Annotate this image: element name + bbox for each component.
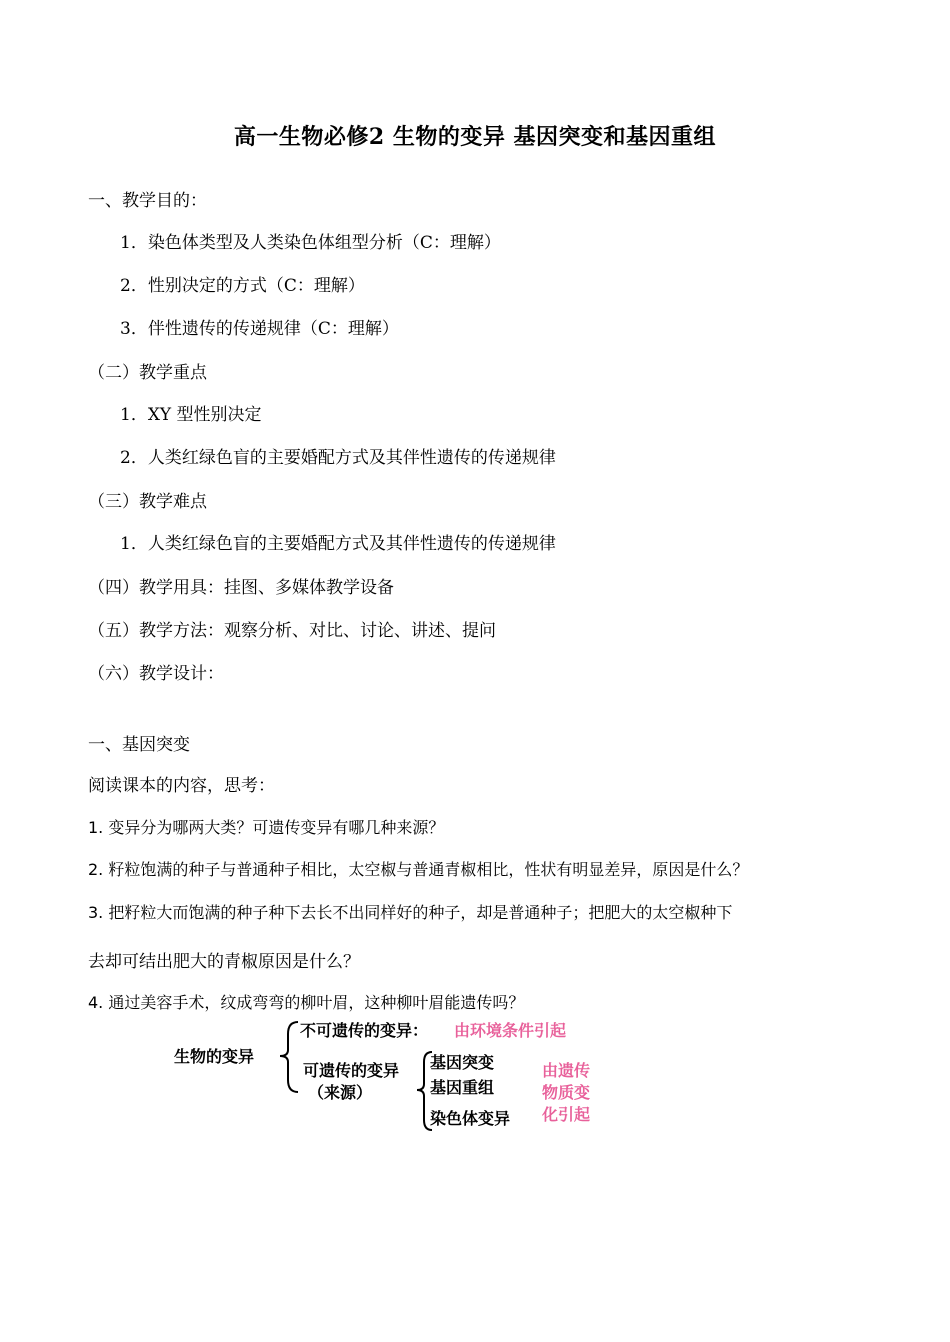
non-heritable-cause: 由环境条件引起 — [454, 1021, 567, 1040]
difficulties-heading: （三）教学难点 — [88, 492, 207, 512]
question-item: 去却可结出肥大的青椒原因是什么？ — [88, 952, 360, 972]
objective-item: 3．伴性遗传的传递规律（C：理解） — [120, 319, 399, 339]
source-item: 基因重组 — [430, 1078, 495, 1097]
variation-diagram — [170, 1012, 620, 1137]
source-item: 基因突变 — [430, 1053, 495, 1072]
difficulty-item: 1．人类红绿色盲的主要婚配方式及其伴性遗传的传递规律 — [120, 534, 556, 554]
root-brace — [280, 1022, 298, 1092]
diagram-root: 生物的变异 — [174, 1047, 255, 1066]
design-line: （六）教学设计： — [88, 664, 224, 684]
question-item: 3. 把籽粒大而饱满的种子种下去长不出同样好的种子，却是普通种子；把肥大的太空椒种下 — [88, 903, 733, 922]
question-item: 1. 变异分为哪两大类？可遗传变异有哪几种来源？ — [88, 818, 445, 837]
tools-line: （四）教学用具：挂图、多媒体教学设备 — [88, 578, 394, 598]
non-heritable-label: 不可遗传的变异： — [300, 1021, 429, 1040]
page-title: 高一生物必修2 生物的变异 基因突变和基因重组 — [233, 124, 717, 150]
key-points-heading: （二）教学重点 — [88, 363, 207, 383]
heritable-sub: （来源） — [308, 1083, 373, 1102]
heritable-cause-line: 物质变 — [542, 1083, 591, 1102]
part1-intro: 阅读课本的内容，思考： — [88, 776, 275, 796]
key-point-item: 2．人类红绿色盲的主要婚配方式及其伴性遗传的传递规律 — [120, 448, 556, 468]
source-item: 染色体变异 — [430, 1109, 511, 1128]
objectives-heading: 一、教学目的： — [88, 191, 207, 211]
heritable-cause-line: 由遗传 — [542, 1061, 591, 1080]
objective-item: 1．染色体类型及人类染色体组型分析（C：理解） — [120, 233, 501, 253]
objective-item: 2．性别决定的方式（C：理解） — [120, 276, 365, 296]
question-item: 2. 籽粒饱满的种子与普通种子相比，太空椒与普通青椒相比，性状有明显差异，原因是什么？ — [88, 860, 749, 879]
key-point-item: 1．XY 型性别决定 — [120, 405, 262, 425]
question-item: 4. 通过美容手术，纹成弯弯的柳叶眉，这种柳叶眉能遗传吗？ — [88, 993, 525, 1012]
heritable-label: 可遗传的变异 — [303, 1061, 400, 1080]
methods-line: （五）教学方法：观察分析、对比、讨论、讲述、提问 — [88, 621, 496, 641]
part1-heading: 一、基因突变 — [88, 735, 190, 755]
heritable-cause-line: 化引起 — [542, 1105, 591, 1124]
